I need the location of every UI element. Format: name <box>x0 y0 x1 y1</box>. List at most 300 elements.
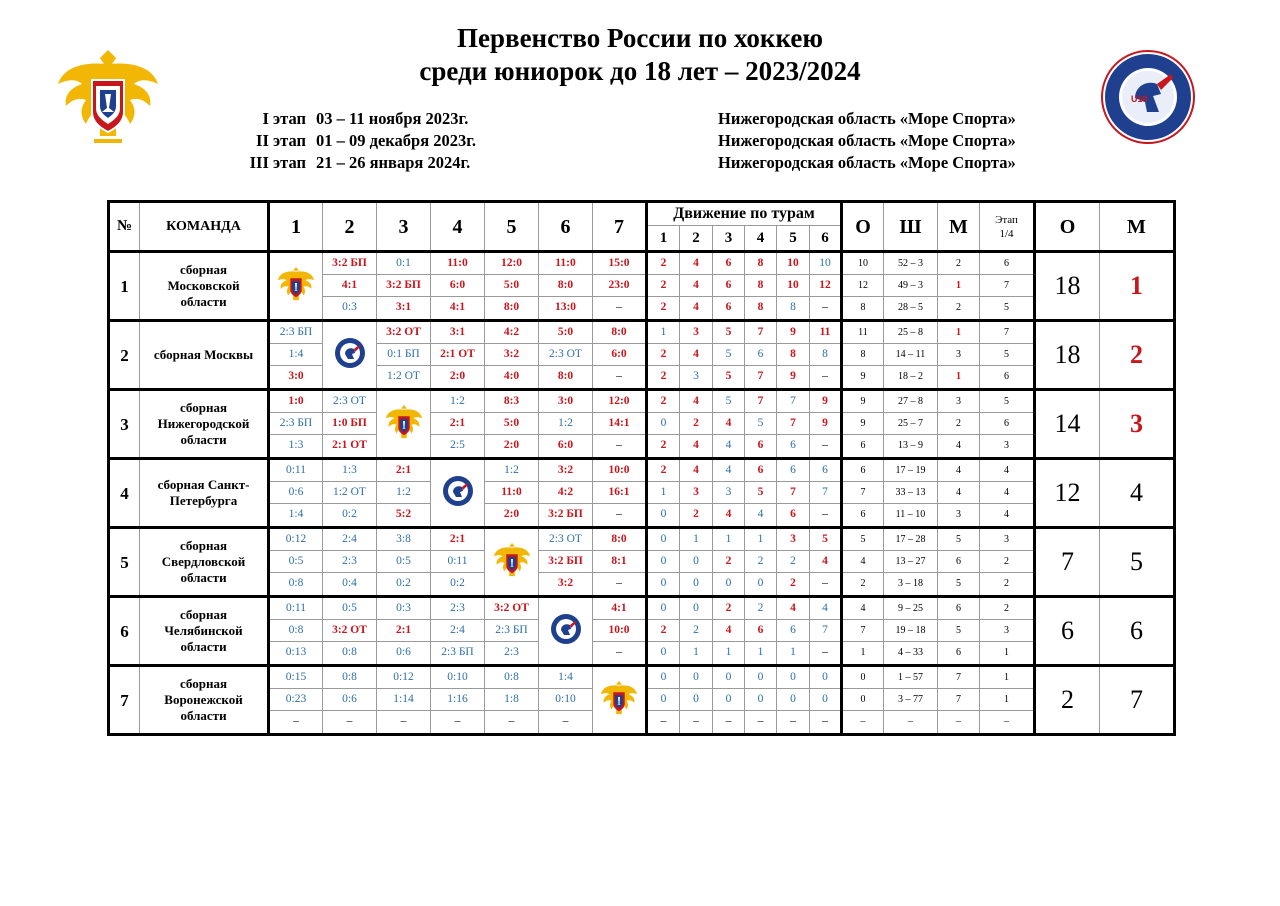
stages-dates <box>218 108 476 174</box>
stage-value: – <box>980 711 1035 735</box>
stage-value: 7 <box>980 321 1035 344</box>
movement-value: 0 <box>647 413 680 435</box>
team-row <box>109 482 1175 504</box>
movement-value: 2 <box>647 459 680 482</box>
goals-value: 25 – 8 <box>884 321 938 344</box>
goals-value: 25 – 7 <box>884 413 938 435</box>
movement-value: – <box>810 711 842 735</box>
stage-row <box>218 108 476 130</box>
total-place: 3 <box>1100 390 1175 459</box>
team-number: 6 <box>109 597 140 666</box>
match-result: 1:3 <box>323 459 377 482</box>
header-movement: Движение по турам <box>647 202 842 226</box>
movement-value: 1 <box>713 642 745 666</box>
match-result: – <box>539 711 593 735</box>
header-opponent: 2 <box>323 202 377 252</box>
movement-value: 9 <box>810 390 842 413</box>
points-value: 7 <box>842 620 884 642</box>
goals-value: 17 – 19 <box>884 459 938 482</box>
movement-value: 9 <box>777 366 810 390</box>
match-result: – <box>593 642 647 666</box>
movement-value: 2 <box>713 597 745 620</box>
match-result: 4:1 <box>593 597 647 620</box>
header-place: М <box>938 202 980 252</box>
team-emblem-icon <box>593 666 647 735</box>
movement-value: – <box>810 504 842 528</box>
stages-locations <box>718 108 1016 174</box>
movement-value: 4 <box>713 504 745 528</box>
goals-value: 17 – 28 <box>884 528 938 551</box>
match-result: 2:3 БП <box>269 321 323 344</box>
page-title <box>0 22 1280 88</box>
stage-value: 1 <box>980 689 1035 711</box>
movement-value: 1 <box>777 642 810 666</box>
header-points: О <box>842 202 884 252</box>
match-result: 2:0 <box>431 366 485 390</box>
header-stage: Этап 1/4 <box>980 202 1035 252</box>
movement-value: 2 <box>647 275 680 297</box>
match-result: 0:6 <box>323 689 377 711</box>
match-result: 3:2 БП <box>539 504 593 528</box>
place-value: 6 <box>938 551 980 573</box>
match-result: 8:0 <box>593 321 647 344</box>
header-round: 4 <box>745 226 777 252</box>
match-result: 3:2 БП <box>539 551 593 573</box>
team-row <box>109 642 1175 666</box>
team-row <box>109 597 1175 620</box>
total-place: 1 <box>1100 252 1175 321</box>
total-points: 12 <box>1035 459 1100 528</box>
match-result: 2:3 <box>431 597 485 620</box>
movement-value: 7 <box>745 390 777 413</box>
movement-value: 5 <box>713 321 745 344</box>
match-result: 0:11 <box>269 597 323 620</box>
points-value: 5 <box>842 528 884 551</box>
goals-value: 4 – 33 <box>884 642 938 666</box>
team-row <box>109 504 1175 528</box>
team-emblem-icon <box>539 597 593 666</box>
match-result: 3:2 ОТ <box>377 321 431 344</box>
match-result: – <box>593 435 647 459</box>
movement-value: – <box>680 711 713 735</box>
match-result: 0:3 <box>323 297 377 321</box>
movement-value: 0 <box>777 666 810 689</box>
points-value: 9 <box>842 413 884 435</box>
stage-value: 1 <box>980 642 1035 666</box>
total-points: 2 <box>1035 666 1100 735</box>
points-value: 0 <box>842 666 884 689</box>
header-no: № <box>109 202 140 252</box>
movement-value: 1 <box>680 528 713 551</box>
movement-value: 7 <box>777 413 810 435</box>
stage-location: Нижегородская область «Море Спорта» <box>718 109 1016 128</box>
stage-value: 7 <box>980 275 1035 297</box>
match-result: 1:4 <box>269 344 323 366</box>
points-value: 6 <box>842 504 884 528</box>
stage-value: 2 <box>980 573 1035 597</box>
team-number: 3 <box>109 390 140 459</box>
stage-name: III этап <box>249 153 306 172</box>
movement-value: 0 <box>647 666 680 689</box>
match-result: 0:13 <box>269 642 323 666</box>
match-result: 2:0 <box>485 435 539 459</box>
place-value: 2 <box>938 297 980 321</box>
points-value: 0 <box>842 689 884 711</box>
header-total-points: О <box>1035 202 1100 252</box>
stage-value: 6 <box>980 366 1035 390</box>
match-result: 2:5 <box>431 435 485 459</box>
match-result: 1:2 ОТ <box>323 482 377 504</box>
header-team: КОМАНДА <box>140 202 269 252</box>
header-row <box>109 202 1175 226</box>
header-round: 3 <box>713 226 745 252</box>
match-result: 0:10 <box>431 666 485 689</box>
movement-value: 12 <box>810 275 842 297</box>
stage-value: 2 <box>980 597 1035 620</box>
match-result: 0:8 <box>269 620 323 642</box>
match-result: 5:2 <box>377 504 431 528</box>
header-goals: Ш <box>884 202 938 252</box>
match-result: 2:1 <box>431 528 485 551</box>
match-result: 11:0 <box>485 482 539 504</box>
header-round: 6 <box>810 226 842 252</box>
match-result: 3:2 ОТ <box>485 597 539 620</box>
place-value: 4 <box>938 482 980 504</box>
place-value: 1 <box>938 366 980 390</box>
movement-value: 6 <box>745 344 777 366</box>
u18-championship-emblem-icon <box>1101 50 1195 144</box>
header-opponent: 4 <box>431 202 485 252</box>
team-row <box>109 344 1175 366</box>
russian-hockey-eagle-icon <box>56 44 160 148</box>
movement-value: 4 <box>680 297 713 321</box>
title-line-2: среди юниорок до 18 лет – 2023/2024 <box>419 56 861 86</box>
match-result: 5:0 <box>485 275 539 297</box>
stage-value: 3 <box>980 435 1035 459</box>
match-result: 1:4 <box>539 666 593 689</box>
points-value: 2 <box>842 573 884 597</box>
place-value: 7 <box>938 689 980 711</box>
stage-value: 5 <box>980 390 1035 413</box>
movement-value: – <box>647 711 680 735</box>
match-result: 5:0 <box>539 321 593 344</box>
goals-value: 27 – 8 <box>884 390 938 413</box>
team-emblem-icon <box>323 321 377 390</box>
movement-value: 6 <box>745 435 777 459</box>
movement-value: – <box>777 711 810 735</box>
match-result: – <box>593 573 647 597</box>
total-points: 18 <box>1035 252 1100 321</box>
match-result: 3:1 <box>431 321 485 344</box>
movement-value: 2 <box>680 413 713 435</box>
goals-value: 19 – 18 <box>884 620 938 642</box>
match-result: 1:16 <box>431 689 485 711</box>
match-result: 12:0 <box>593 390 647 413</box>
match-result: – <box>377 711 431 735</box>
header-total-place: М <box>1100 202 1175 252</box>
match-result: 0:6 <box>377 642 431 666</box>
goals-value: 28 – 5 <box>884 297 938 321</box>
match-result: – <box>323 711 377 735</box>
points-value: 7 <box>842 482 884 504</box>
stage-value: 4 <box>980 482 1035 504</box>
points-value: 1 <box>842 642 884 666</box>
match-result: 0:10 <box>539 689 593 711</box>
movement-value: 4 <box>713 435 745 459</box>
total-place: 6 <box>1100 597 1175 666</box>
movement-value: 0 <box>680 689 713 711</box>
movement-value: 0 <box>647 551 680 573</box>
match-result: 4:0 <box>485 366 539 390</box>
stage-value: 6 <box>980 413 1035 435</box>
movement-value: – <box>810 366 842 390</box>
match-result: 2:4 <box>431 620 485 642</box>
standings-table <box>107 200 1176 736</box>
match-result: 2:3 ОТ <box>539 528 593 551</box>
movement-value: 0 <box>810 689 842 711</box>
match-result: 2:1 ОТ <box>323 435 377 459</box>
movement-value: 0 <box>680 597 713 620</box>
movement-value: 2 <box>680 504 713 528</box>
match-result: 2:3 БП <box>269 413 323 435</box>
movement-value: 0 <box>680 666 713 689</box>
movement-value: 0 <box>647 597 680 620</box>
movement-value: 0 <box>745 666 777 689</box>
stage-location: Нижегородская область «Море Спорта» <box>718 131 1016 150</box>
match-result: 13:0 <box>539 297 593 321</box>
match-result: 0:8 <box>323 666 377 689</box>
movement-value: 6 <box>810 459 842 482</box>
movement-value: 7 <box>810 620 842 642</box>
movement-value: 0 <box>810 666 842 689</box>
match-result: 0:1 <box>377 252 431 275</box>
match-result: 0:2 <box>323 504 377 528</box>
match-result: 2:4 <box>323 528 377 551</box>
movement-value: 11 <box>810 321 842 344</box>
stage-location: Нижегородская область «Море Спорта» <box>718 153 1016 172</box>
match-result: 0:8 <box>323 642 377 666</box>
stage-value: 1 <box>980 666 1035 689</box>
match-result: 0:8 <box>269 573 323 597</box>
movement-value: 2 <box>713 551 745 573</box>
movement-value: 6 <box>713 275 745 297</box>
match-result: 1:2 <box>377 482 431 504</box>
team-row <box>109 551 1175 573</box>
match-result: – <box>269 711 323 735</box>
match-result: 1:3 <box>269 435 323 459</box>
stage-name: I этап <box>262 109 306 128</box>
movement-value: – <box>810 642 842 666</box>
movement-value: 5 <box>810 528 842 551</box>
goals-value: 3 – 77 <box>884 689 938 711</box>
movement-value: 7 <box>810 482 842 504</box>
match-result: 8:1 <box>593 551 647 573</box>
match-result: 1:2 <box>539 413 593 435</box>
movement-value: 9 <box>810 413 842 435</box>
match-result: 6:0 <box>539 435 593 459</box>
movement-value: 2 <box>647 344 680 366</box>
movement-value: 2 <box>647 297 680 321</box>
match-result: 0:11 <box>431 551 485 573</box>
points-value: 4 <box>842 597 884 620</box>
movement-value: 6 <box>745 459 777 482</box>
match-result: 0:3 <box>377 597 431 620</box>
place-value: 2 <box>938 252 980 275</box>
place-value: 7 <box>938 666 980 689</box>
place-value: 4 <box>938 435 980 459</box>
movement-value: 0 <box>647 642 680 666</box>
team-name: сборная Свердловской области <box>140 528 269 597</box>
movement-value: 2 <box>647 435 680 459</box>
movement-value: 10 <box>777 275 810 297</box>
movement-value: 8 <box>810 344 842 366</box>
movement-value: 4 <box>680 435 713 459</box>
match-result: 0:2 <box>377 573 431 597</box>
goals-value: 3 – 18 <box>884 573 938 597</box>
points-value: 8 <box>842 297 884 321</box>
movement-value: 8 <box>777 344 810 366</box>
movement-value: 4 <box>777 597 810 620</box>
movement-value: – <box>713 711 745 735</box>
movement-value: 4 <box>713 413 745 435</box>
header-round: 1 <box>647 226 680 252</box>
match-result: 4:2 <box>485 321 539 344</box>
match-result: 4:1 <box>323 275 377 297</box>
movement-value: 5 <box>745 482 777 504</box>
match-result: 0:8 <box>485 666 539 689</box>
match-result: 2:3 ОТ <box>539 344 593 366</box>
team-row <box>109 252 1175 275</box>
header-opponent: 7 <box>593 202 647 252</box>
goals-value: 49 – 3 <box>884 275 938 297</box>
team-name: сборная Воронежской области <box>140 666 269 735</box>
points-value: 11 <box>842 321 884 344</box>
points-value: 9 <box>842 390 884 413</box>
movement-value: 4 <box>745 504 777 528</box>
match-result: 2:1 <box>377 620 431 642</box>
movement-value: 5 <box>745 413 777 435</box>
stage-value: 5 <box>980 344 1035 366</box>
match-result: 0:4 <box>323 573 377 597</box>
movement-value: 1 <box>713 528 745 551</box>
match-result: – <box>485 711 539 735</box>
goals-value: 52 – 3 <box>884 252 938 275</box>
movement-value: – <box>810 573 842 597</box>
movement-value: 2 <box>777 573 810 597</box>
team-row <box>109 528 1175 551</box>
movement-value: 10 <box>810 252 842 275</box>
movement-value: 2 <box>647 620 680 642</box>
team-name: сборная Челябинской области <box>140 597 269 666</box>
place-value: 3 <box>938 344 980 366</box>
points-value: – <box>842 711 884 735</box>
match-result: 3:1 <box>377 297 431 321</box>
match-result: 4:2 <box>539 482 593 504</box>
movement-value: 4 <box>713 620 745 642</box>
match-result: 0:11 <box>269 459 323 482</box>
goals-value: 11 – 10 <box>884 504 938 528</box>
match-result: 0:1 БП <box>377 344 431 366</box>
place-value: 6 <box>938 597 980 620</box>
team-number: 5 <box>109 528 140 597</box>
team-row <box>109 413 1175 435</box>
match-result: 1:8 <box>485 689 539 711</box>
movement-value: 0 <box>745 573 777 597</box>
movement-value: 1 <box>745 642 777 666</box>
match-result: 1:0 БП <box>323 413 377 435</box>
match-result: – <box>431 711 485 735</box>
match-result: 0:5 <box>323 597 377 620</box>
match-result: 11:0 <box>431 252 485 275</box>
match-result: 5:0 <box>485 413 539 435</box>
match-result: 2:3 БП <box>485 620 539 642</box>
match-result: – <box>593 297 647 321</box>
stage-value: 4 <box>980 459 1035 482</box>
movement-value: 0 <box>713 666 745 689</box>
movement-value: 2 <box>647 252 680 275</box>
movement-value: 5 <box>713 344 745 366</box>
match-result: 3:2 <box>485 344 539 366</box>
match-result: 8:0 <box>485 297 539 321</box>
team-row <box>109 573 1175 597</box>
movement-value: 3 <box>680 482 713 504</box>
movement-value: 4 <box>680 344 713 366</box>
movement-value: 2 <box>647 366 680 390</box>
match-result: 0:5 <box>377 551 431 573</box>
stage-value: 6 <box>980 252 1035 275</box>
place-value: 6 <box>938 642 980 666</box>
movement-value: – <box>745 711 777 735</box>
team-emblem-icon <box>269 252 323 321</box>
goals-value: 14 – 11 <box>884 344 938 366</box>
points-value: 4 <box>842 551 884 573</box>
match-result: 2:1 <box>377 459 431 482</box>
match-result: 4:1 <box>431 297 485 321</box>
movement-value: 0 <box>713 573 745 597</box>
standings-body <box>109 202 1175 735</box>
team-number: 4 <box>109 459 140 528</box>
stage-value: 3 <box>980 528 1035 551</box>
match-result: – <box>593 366 647 390</box>
goals-value: 13 – 9 <box>884 435 938 459</box>
movement-value: 7 <box>777 390 810 413</box>
movement-value: 2 <box>777 551 810 573</box>
match-result: 12:0 <box>485 252 539 275</box>
movement-value: 6 <box>713 297 745 321</box>
match-result: 3:8 <box>377 528 431 551</box>
movement-value: 1 <box>680 642 713 666</box>
movement-value: 6 <box>777 620 810 642</box>
movement-value: 4 <box>680 459 713 482</box>
total-place: 5 <box>1100 528 1175 597</box>
total-place: 4 <box>1100 459 1175 528</box>
movement-value: 0 <box>745 689 777 711</box>
stage-row <box>218 130 476 152</box>
match-result: 14:1 <box>593 413 647 435</box>
match-result: 11:0 <box>539 252 593 275</box>
movement-value: 3 <box>713 482 745 504</box>
match-result: 6:0 <box>593 344 647 366</box>
match-result: 3:0 <box>539 390 593 413</box>
match-result: 8:0 <box>593 528 647 551</box>
header-opponent: 1 <box>269 202 323 252</box>
goals-value: 9 – 25 <box>884 597 938 620</box>
movement-value: 6 <box>777 504 810 528</box>
stage-dates: 03 – 11 ноября 2023г. <box>316 109 469 128</box>
match-result: 2:3 ОТ <box>323 390 377 413</box>
header-opponent: 3 <box>377 202 431 252</box>
goals-value: 13 – 27 <box>884 551 938 573</box>
